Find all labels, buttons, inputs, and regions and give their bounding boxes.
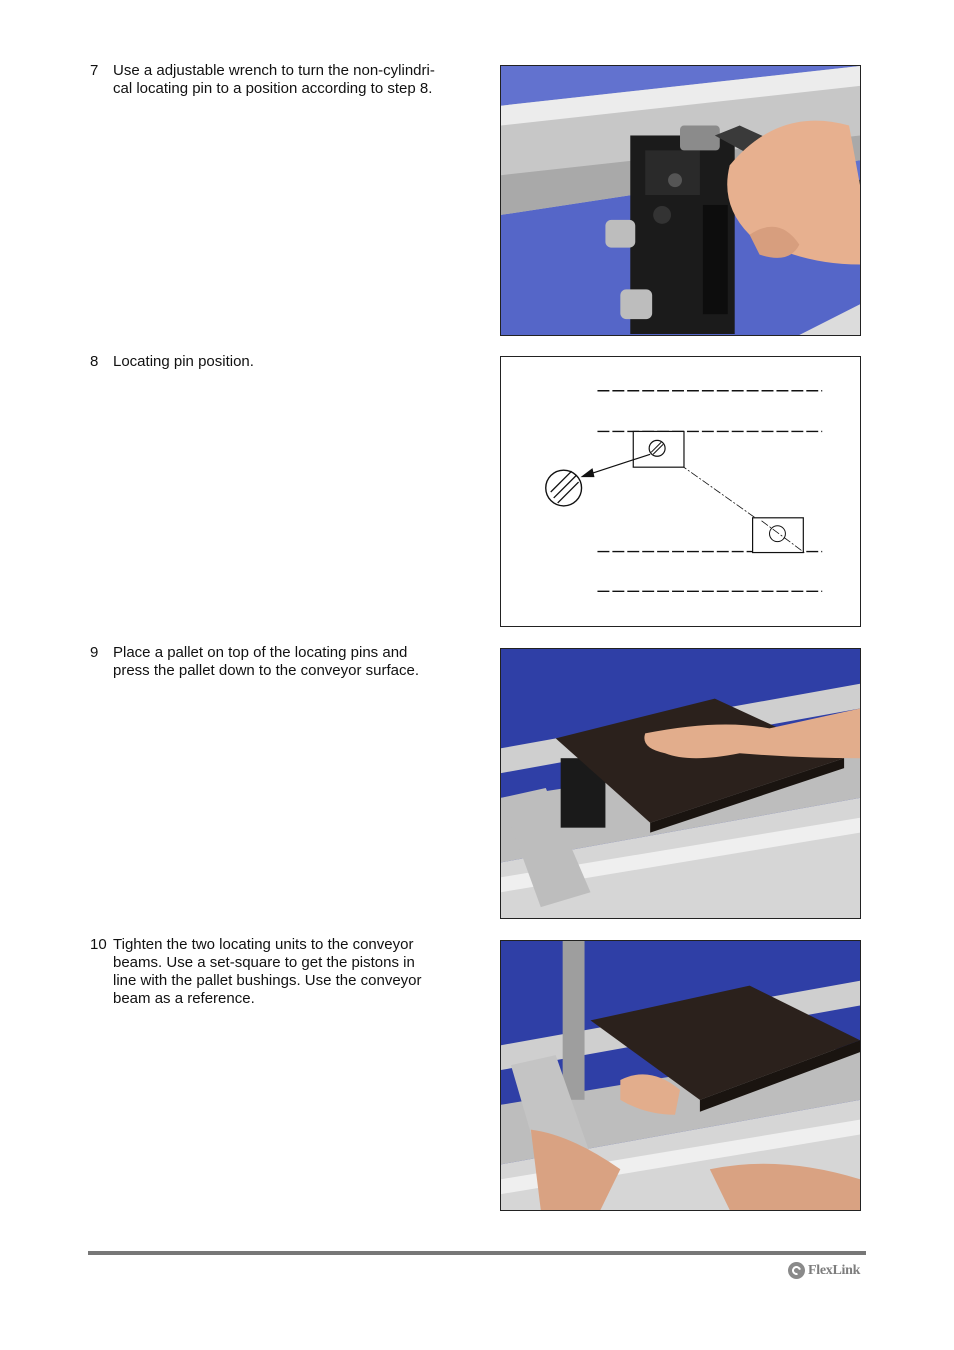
step-7: [90, 62, 470, 98]
step-text: Tighten the two locating units to the conveyor beams. Use a set-square to get the pistons in line with the pallet bushings. Use the conveyor beam as a reference.: [113, 936, 422, 1007]
step-10: [90, 936, 470, 1008]
step-8: [90, 353, 470, 371]
step-number: 7: [90, 62, 99, 79]
step-9: [90, 644, 470, 680]
photo-tighten-with-set-square: [500, 940, 861, 1211]
step-text: Locating pin position.: [113, 353, 254, 370]
step-number: 8: [90, 353, 99, 370]
step-text: Use a adjustable wrench to turn the non-cylindri- cal locating pin to a position according to step 8.: [113, 62, 435, 97]
flexlink-logo-icon: [788, 1262, 805, 1279]
photo-pallet-pressed-down: [500, 648, 861, 919]
step-number: 9: [90, 644, 99, 661]
photo-wrench-on-locating-pin: [500, 65, 861, 336]
footer-rule: [88, 1251, 866, 1255]
step-number: 10: [90, 936, 107, 953]
pin-left: [649, 440, 665, 456]
step-text: Place a pallet on top of the locating pins and press the pallet down to the conveyor surface.: [113, 644, 420, 679]
flexlink-logo: [788, 1262, 860, 1279]
diagram-locating-pin-position: [500, 356, 861, 627]
brand-name: FlexLink: [808, 1262, 861, 1278]
